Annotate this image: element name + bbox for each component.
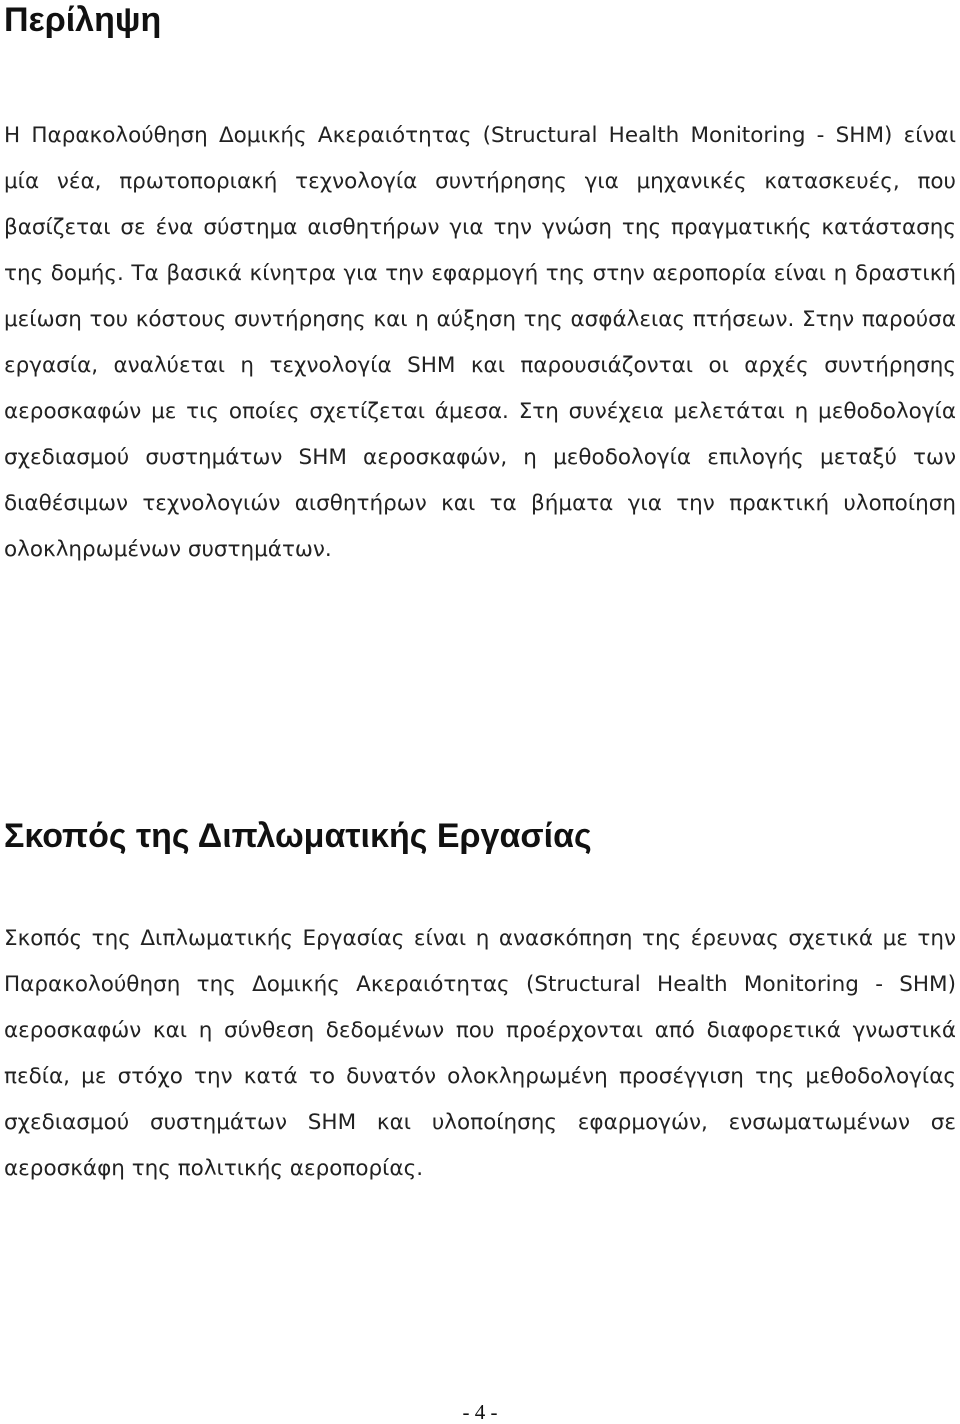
- purpose-paragraph: Σκοπός της Διπλωματικής Εργασίας είναι η ανασκόπηση της έρευνας σχετικά με την Παρακολούθηση της Δομικής Ακεραιότητας (Structural Health Monitoring - SHM) αεροσκαφών και η σύνθεση δεδομένων που προέρχονται από διαφορετικά γνωστικά πεδία, με στόχο την κατά το δυνατόν ολοκληρωμένη προσέγγιση της μεθοδολογίας σχεδιασμού συστημάτων SHM και υλοποίησης εφαρμογών, ενσωματωμένων σε αεροσκάφη της πολιτικής αεροπορίας.: [4, 926, 956, 1181]
- page-number: - 4 -: [462, 1400, 498, 1424]
- summary-heading: Περίληψη: [4, 1, 162, 39]
- purpose-heading: Σκοπός της Διπλωματικής Εργασίας: [4, 817, 592, 855]
- summary-paragraph: Η Παρακολούθηση Δομικής Ακεραιότητας (Structural Health Monitoring - SHM) είναι μία νέα, πρωτοποριακή τεχνολογία συντήρησης για μηχανικές κατασκευές, που βασίζεται σε ένα σύστημα αισθητήρων για την γνώση της πραγματικής κατάστασης της δομής. Τα βασικά κίνητρα για την εφαρμογή της στην αεροπορία είναι η δραστική μείωση του κόστους συντήρησης και η αύξηση της ασφάλειας πτήσεων. Στην παρούσα εργασία, αναλύεται η τεχνολογία SHM και παρουσιάζονται οι αρχές συντήρησης αεροσκαφών με τις οποίες σχετίζεται άμεσα. Στη συνέχεια μελετάται η μεθοδολογία σχεδιασμού συστημάτων SHM αεροσκαφών, η μεθοδολογία επιλογής μεταξύ των διαθέσιμων τεχνολογιών αισθητήρων και τα βήματα για την πρακτική υλοποίηση ολοκληρωμένων συστημάτων.: [4, 123, 956, 562]
